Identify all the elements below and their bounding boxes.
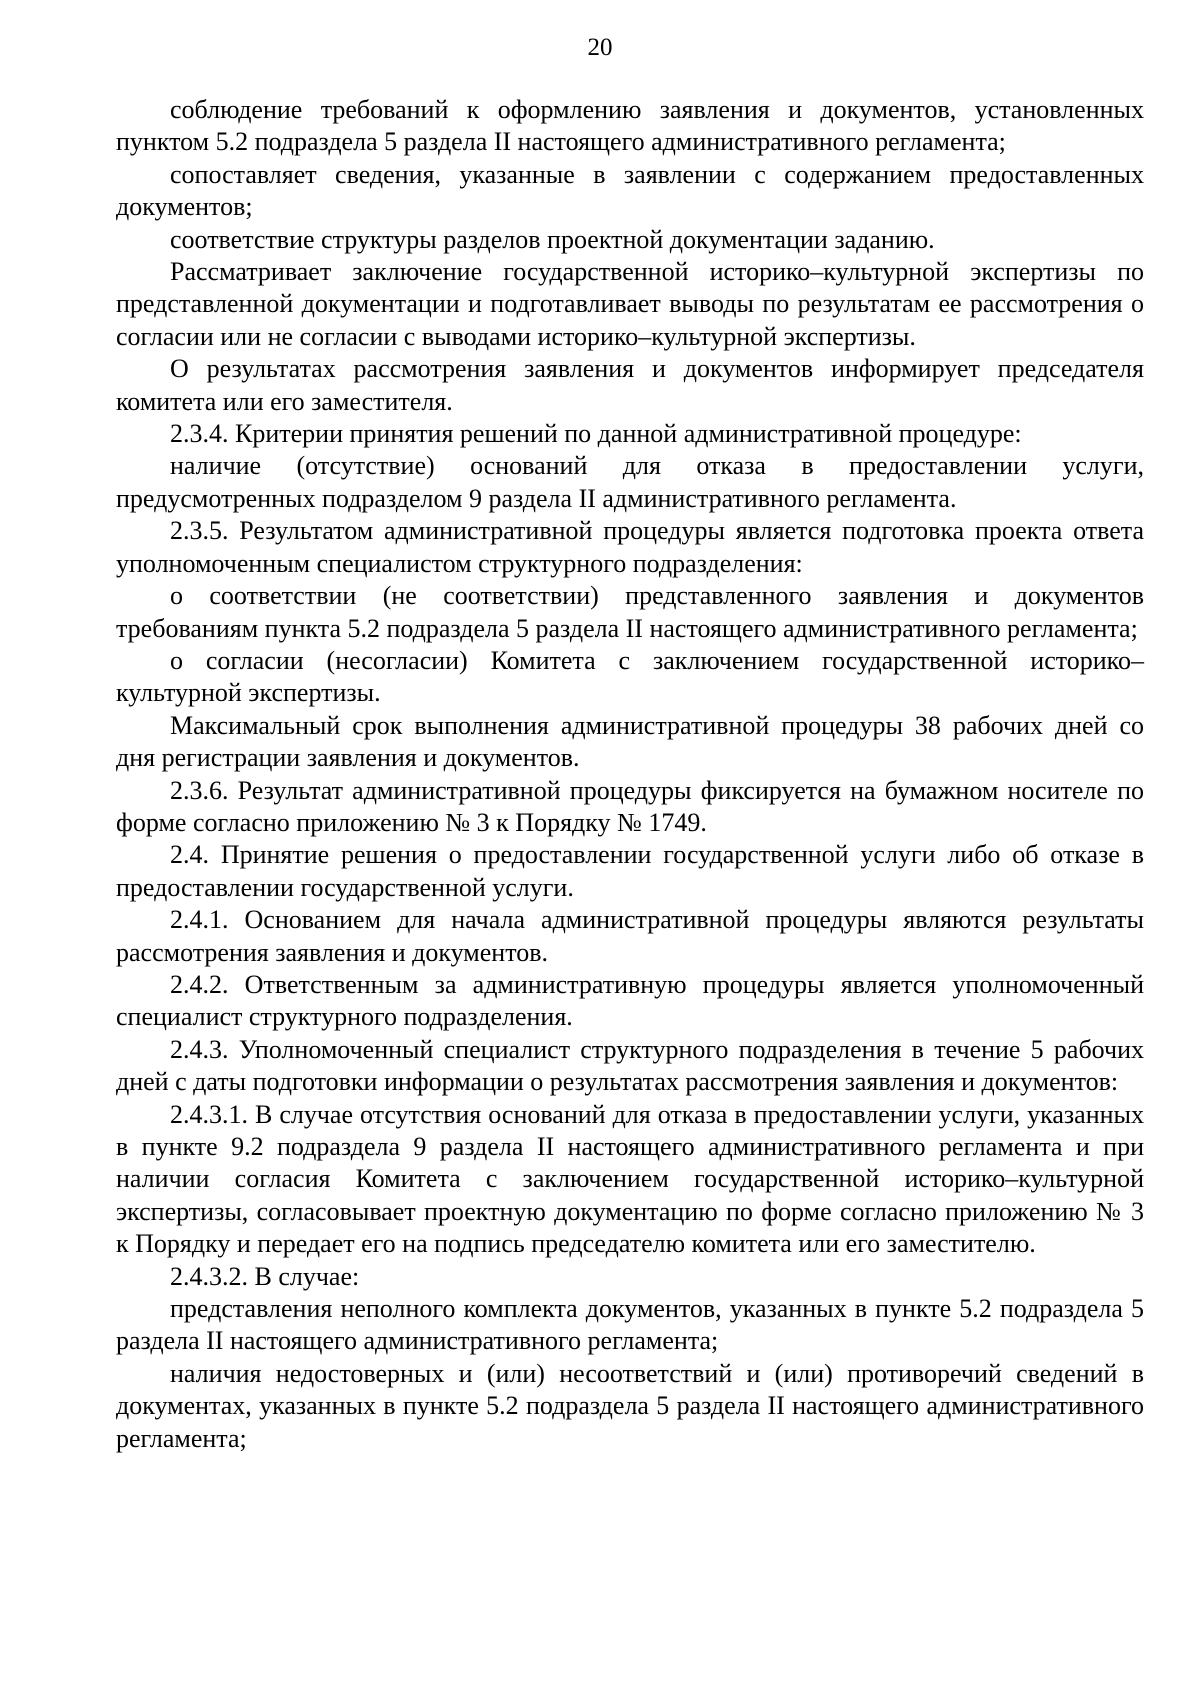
section-heading: 2.3.6. Результат административной процедуры фиксируется на бумажном носителе по форме согласно приложению № 3 к Порядку № 1749. xyxy=(116,775,1144,837)
paragraph: о согласии (несогласии) Комитета с заключением государственной историко–культурной экспертизы. xyxy=(116,645,1144,708)
document-body xyxy=(116,94,1144,1455)
section-heading: 2.4.3.1. В случае отсутствия оснований для отказа в предоставлении услуги, указанных в пункте 9.2 подраздела 9 раздела II настоящего административного регламента и при наличии согласия Комитета с заключением государственной историко–культурной экспертизы, согласовывает проектную документацию по форме согласно приложению № 3 к Порядку и передает его на подпись председателю комитета или его заместителю. xyxy=(116,1099,1144,1259)
paragraph: о соответствии (не соответствии) представленного заявления и документов требованиям пункта 5.2 подраздела 5 раздела II настоящего административного регламента; xyxy=(116,581,1144,643)
paragraph: Максимальный срок выполнения административной процедуры 38 рабочих дней со дня регистрации заявления и документов. xyxy=(116,710,1144,773)
section-heading: 2.4.1. Основанием для начала административной процедуры являются результаты рассмотрения заявления и документов. xyxy=(116,905,1144,967)
paragraph: соответствие структуры разделов проектной документации заданию. xyxy=(170,224,935,254)
section-heading: 2.4.3. Уполномоченный специалист структурного подразделения в течение 5 рабочих дней с даты подготовки информации о результатах рассмотрения заявления и документов: xyxy=(116,1034,1144,1097)
paragraph: сопоставляет сведения, указанные в заявлении с содержанием предоставленных документов; xyxy=(116,159,1144,222)
section-heading: 2.3.4. Критерии принятия решений по данной административной процедуре: xyxy=(170,419,1022,449)
paragraph: О результатах рассмотрения заявления и документов информирует председателя комитета или его заместителя. xyxy=(116,354,1144,416)
paragraph: Рассматривает заключение государственной историко–культурной экспертизы по представленной документации и подготавливает выводы по результатам ее рассмотрения о согласии или не согласии с выводами историко–культурной экспертизы. xyxy=(116,257,1144,351)
paragraph: наличие (отсутствие) оснований для отказа в предоставлении услуги, предусмотренных подразделом 9 раздела II административного регламента. xyxy=(116,451,1144,513)
paragraph: представления неполного комплекта документов, указанных в пункте 5.2 подраздела 5 раздела II настоящего административного регламента; xyxy=(116,1294,1144,1356)
page-number: 20 xyxy=(587,34,613,61)
section-heading: 2.4.3.2. В случае: xyxy=(170,1261,360,1291)
paragraph: соблюдение требований к оформлению заявления и документов, установленных пунктом 5.2 подраздела 5 раздела II настоящего административного регламента; xyxy=(116,95,1144,157)
section-heading: 2.4. Принятие решения о предоставлении государственной услуги либо об отказе в предоставлении государственной услуги. xyxy=(116,840,1144,902)
section-heading: 2.3.5. Результатом административной процедуры является подготовка проекта ответа уполномоченным специалистом структурного подразделения: xyxy=(116,516,1144,578)
paragraph: наличия недостоверных и (или) несоответствий и (или) противоречий сведений в документах, указанных в пункте 5.2 подраздела 5 раздела II настоящего административного регламента; xyxy=(116,1358,1144,1453)
section-heading: 2.4.2. Ответственным за административную процедуры является уполномоченный специалист структурного подразделения. xyxy=(116,969,1144,1032)
